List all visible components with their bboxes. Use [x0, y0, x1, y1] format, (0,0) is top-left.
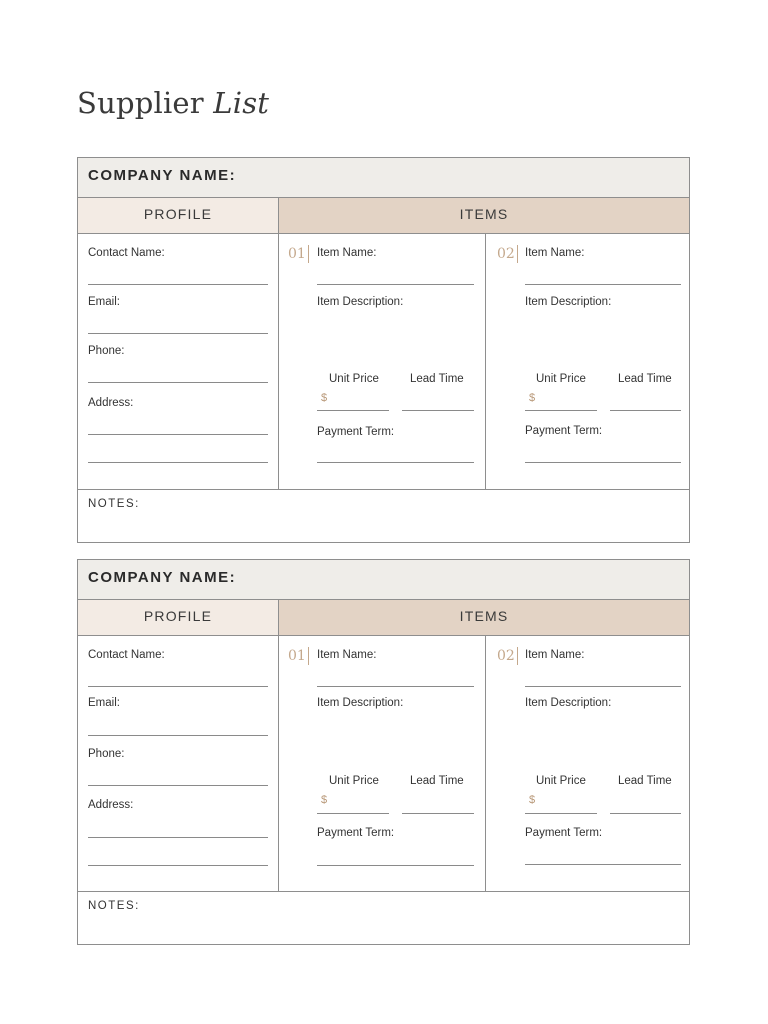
item-name-field[interactable]	[317, 686, 474, 687]
address-field-line-1[interactable]	[88, 837, 268, 838]
items-header: ITEMS	[278, 198, 689, 234]
profile-header: PROFILE	[78, 600, 278, 636]
item-name-label: Item Name:	[525, 649, 585, 661]
email-field[interactable]	[88, 333, 268, 334]
lead-time-label: Lead Time	[410, 775, 464, 787]
contact-name-label: Contact Name:	[88, 247, 165, 259]
supplier-card-2	[77, 559, 690, 945]
profile-divider	[278, 636, 279, 891]
payment-term-field[interactable]	[317, 462, 474, 463]
unit-price-field[interactable]	[525, 410, 597, 411]
items-divider	[485, 234, 486, 489]
notes-divider	[78, 489, 689, 490]
notes-label: NOTES:	[88, 900, 140, 912]
unit-price-field[interactable]	[317, 410, 389, 411]
unit-price-label: Unit Price	[329, 775, 379, 787]
currency-symbol: $	[529, 392, 536, 404]
item-number: 01	[288, 648, 306, 664]
item-description-label: Item Description:	[317, 296, 404, 308]
lead-time-field[interactable]	[610, 813, 681, 814]
unit-price-label: Unit Price	[329, 373, 379, 385]
lead-time-field[interactable]	[402, 410, 474, 411]
item-description-label: Item Description:	[525, 296, 612, 308]
payment-term-field[interactable]	[525, 864, 681, 865]
phone-field[interactable]	[88, 785, 268, 786]
item-name-label: Item Name:	[525, 247, 585, 259]
item-number: 02	[497, 246, 515, 262]
address-field-line-2[interactable]	[88, 462, 268, 463]
company-name-row[interactable]	[78, 560, 689, 600]
currency-symbol: $	[321, 392, 328, 404]
item-number-separator	[308, 245, 309, 263]
unit-price-label: Unit Price	[536, 775, 586, 787]
item-number-separator	[517, 245, 518, 263]
supplier-card-1	[77, 157, 690, 543]
phone-label: Phone:	[88, 345, 125, 357]
item-name-label: Item Name:	[317, 247, 377, 259]
email-label: Email:	[88, 296, 120, 308]
items-divider	[485, 636, 486, 891]
payment-term-label: Payment Term:	[525, 425, 603, 437]
unit-price-label: Unit Price	[536, 373, 586, 385]
item-number-separator	[308, 647, 309, 665]
item-name-field[interactable]	[525, 284, 681, 285]
contact-name-label: Contact Name:	[88, 649, 165, 661]
currency-symbol: $	[529, 794, 536, 806]
contact-name-field[interactable]	[88, 284, 268, 285]
company-name-row[interactable]	[78, 158, 689, 198]
title-italic: List	[213, 86, 270, 120]
lead-time-label: Lead Time	[618, 775, 672, 787]
payment-term-field[interactable]	[317, 865, 474, 866]
currency-symbol: $	[321, 794, 328, 806]
page-title	[77, 86, 269, 120]
address-label: Address:	[88, 397, 134, 409]
item-number-separator	[517, 647, 518, 665]
lead-time-label: Lead Time	[410, 373, 464, 385]
profile-header: PROFILE	[78, 198, 278, 234]
title-main: Supplier	[77, 86, 204, 120]
unit-price-field[interactable]	[525, 813, 597, 814]
company-name-label: COMPANY NAME:	[88, 569, 237, 586]
company-name-label: COMPANY NAME:	[88, 167, 237, 184]
phone-field[interactable]	[88, 382, 268, 383]
payment-term-label: Payment Term:	[317, 426, 395, 438]
item-number: 02	[497, 648, 515, 664]
lead-time-label: Lead Time	[618, 373, 672, 385]
item-description-label: Item Description:	[317, 697, 404, 709]
item-name-label: Item Name:	[317, 649, 377, 661]
lead-time-field[interactable]	[610, 410, 681, 411]
item-name-field[interactable]	[317, 284, 474, 285]
lead-time-field[interactable]	[402, 813, 474, 814]
email-field[interactable]	[88, 735, 268, 736]
payment-term-label: Payment Term:	[317, 827, 395, 839]
unit-price-field[interactable]	[317, 813, 389, 814]
item-description-label: Item Description:	[525, 697, 612, 709]
notes-label: NOTES:	[88, 498, 140, 510]
notes-divider	[78, 891, 689, 892]
address-field-line-1[interactable]	[88, 434, 268, 435]
payment-term-label: Payment Term:	[525, 827, 603, 839]
payment-term-field[interactable]	[525, 462, 681, 463]
email-label: Email:	[88, 697, 120, 709]
address-field-line-2[interactable]	[88, 865, 268, 866]
item-name-field[interactable]	[525, 686, 681, 687]
phone-label: Phone:	[88, 748, 125, 760]
contact-name-field[interactable]	[88, 686, 268, 687]
profile-divider	[278, 234, 279, 489]
address-label: Address:	[88, 799, 134, 811]
items-header: ITEMS	[278, 600, 689, 636]
item-number: 01	[288, 246, 306, 262]
